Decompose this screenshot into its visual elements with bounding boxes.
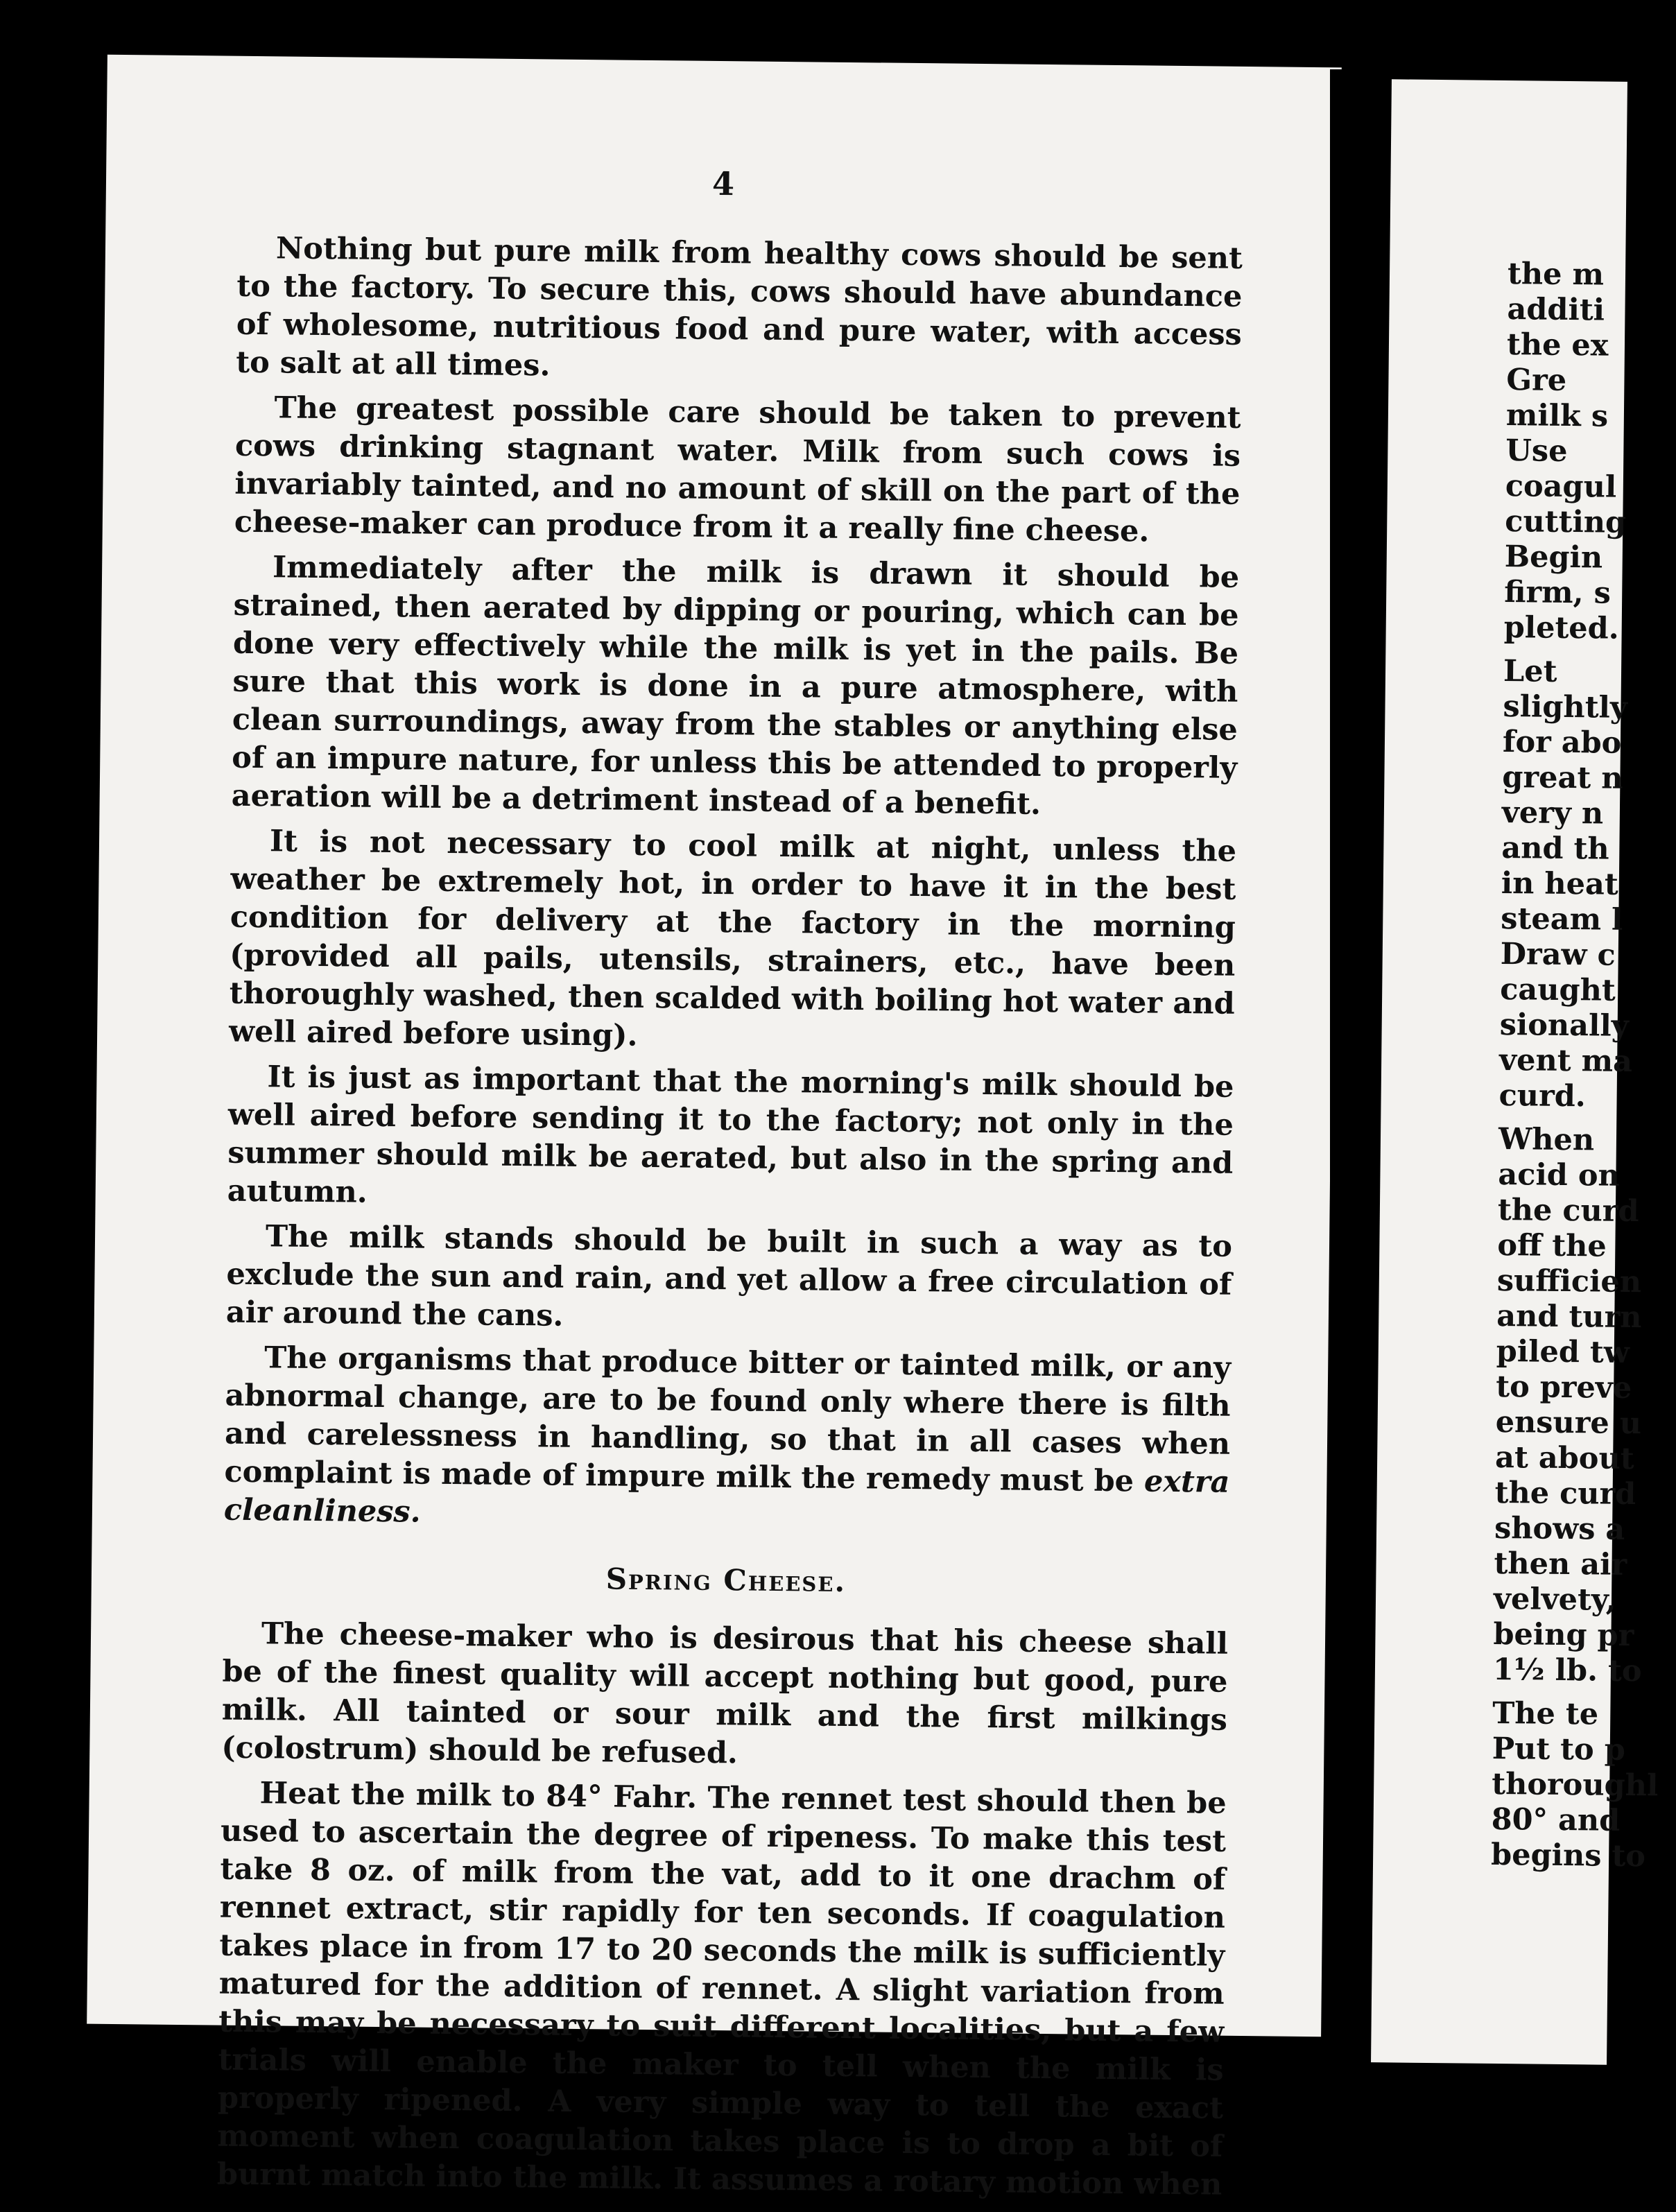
text-line: the curd (1494, 1475, 1636, 1512)
text-line: in heat (1501, 866, 1619, 902)
text-line: acid on (1498, 1157, 1621, 1193)
text-line: cutting (1505, 504, 1627, 540)
paragraph (224, 1339, 1232, 1540)
text-line: Begin (1504, 539, 1603, 576)
paragraph: The greatest possible care should be taken to prevent cows drinking stagnant water. Milk from such cows is invariably tainted, and no amount of skill on the part of the cheese-maker can produce from it a really fine cheese. (234, 390, 1241, 549)
text-line: additi (1507, 292, 1605, 328)
text-line: Gre (1506, 363, 1567, 398)
text-line: The te (1492, 1695, 1599, 1732)
paragraph: It is just as important that the morning's milk should be well aired before sending it to the factory; not only in the summer should milk be aerated, but also in the spring and autumn. (227, 1060, 1234, 1210)
left-page (87, 55, 1342, 2202)
text-line: 1½ lb. to (1492, 1652, 1642, 1689)
book-gutter (1330, 69, 1366, 2066)
text-line: the ex (1506, 327, 1609, 363)
paragraph: Nothing but pure milk from healthy cows should be sent to the factory. To secure this, cows should have abundance of wholesome, nutritious food and pure water, with access to salt at all times. (236, 231, 1243, 383)
paragraph: The milk stands should be built in such a way as to exclude the sun and rain, and yet allow a free circulation of air around the cans. (225, 1219, 1233, 1333)
right-page-column (1491, 257, 1660, 1874)
text-line: firm, s (1503, 575, 1612, 611)
text-line: ensure u (1495, 1404, 1642, 1442)
text-line: thoroughl (1491, 1766, 1659, 1804)
paragraph: The cheese-maker who is desirous that his cheese shall be of the finest quality will accept nothing but good, pure milk. All tainted or sour milk and the first milkings (colostrum) should be refused. (221, 1616, 1229, 1771)
text-line: and th (1501, 831, 1609, 867)
right-page (1371, 79, 1659, 2064)
text-line: When (1498, 1121, 1595, 1158)
paragraph: Heat the milk to 84° Fahr. The rennet test should then be used to ascertain the degree of ripeness. To make this test take 8 oz. of milk from the vat, add to it one drachm of rennet extract, stir rapidly for ten seconds. If coagulation takes place in from 17 to 20 seconds the milk is sufficiently matured for the addition of rennet. A slight variation from this may be necessary to suit different localities, but a few trials will enable the maker to tell when the milk is properly ripened. A very simple way to tell the exact moment when coagulation takes place is to drop a bit of burnt match into the milk. It assumes a rotary motion when (216, 1776, 1227, 2202)
text-line: steam l (1501, 901, 1623, 937)
paragraph-text: The organisms that produce bitter or tainted milk, or any abnormal change, are to be found only where there is filth and carelessness in handling, so that in all cases when complaint is made of impure milk the remedy must be (224, 1340, 1232, 1499)
text-line: great n (1502, 760, 1623, 796)
text-line: shows a (1494, 1510, 1625, 1547)
text-line: for abo (1502, 725, 1622, 761)
text-line: Let (1503, 654, 1557, 689)
text-line: sufficien (1496, 1263, 1642, 1300)
page-number: 4 (711, 164, 735, 203)
text-line: then air (1494, 1546, 1627, 1582)
text-line: velvety, (1493, 1581, 1617, 1618)
section-heading: Spring Cheese. (605, 1562, 847, 1599)
text-line: curd. (1498, 1078, 1587, 1114)
text-line: milk s (1505, 398, 1609, 434)
text-line: Draw c (1500, 937, 1616, 973)
paragraph: It is not necessary to cool milk at night, unless the weather be extremely hot, in order to have it in the best condition for delivery at the factory in the morning (provided all pails, utensils, strainers, etc., have been thoroughly washed, then scalded with boiling hot water and well aired before using). (228, 824, 1237, 1053)
text-line: begins to (1490, 1837, 1646, 1874)
text-line: piled tw (1496, 1333, 1630, 1370)
paragraph: Immediately after the milk is drawn it should be strained, then aerated by dipping or pouring, which can be done very effectively while the milk is yet in the pails. Be sure that this work is done in a pure atmosphere, with clean surroundings, away from the stables or anything else of an impure nature, for unless this be attended to properly aeration will be a detriment instead of a benefit. (231, 550, 1240, 822)
text-line: at about (1494, 1440, 1634, 1477)
text-line: and turn (1496, 1298, 1642, 1336)
text-line: to preve (1495, 1369, 1632, 1406)
text-line: pleted. (1503, 610, 1619, 646)
text-line: very n (1501, 795, 1604, 831)
text-line: vent ma (1498, 1043, 1633, 1080)
text-line: caught (1499, 972, 1616, 1008)
page-body (217, 230, 1243, 2211)
text-line: the curd (1497, 1192, 1639, 1229)
emphasis-text: extra cleanliness. (223, 1464, 1230, 1530)
text-line: being pr (1493, 1616, 1634, 1654)
text-line: off the (1497, 1227, 1607, 1264)
text-line: 80° and (1491, 1801, 1621, 1838)
text-line: the m (1507, 257, 1605, 293)
text-line: Use (1505, 433, 1568, 469)
text-line: coagul (1505, 469, 1617, 505)
text-line: slightly (1503, 689, 1628, 725)
text-line: Put to p (1492, 1731, 1626, 1768)
text-line: sionally (1499, 1008, 1629, 1044)
